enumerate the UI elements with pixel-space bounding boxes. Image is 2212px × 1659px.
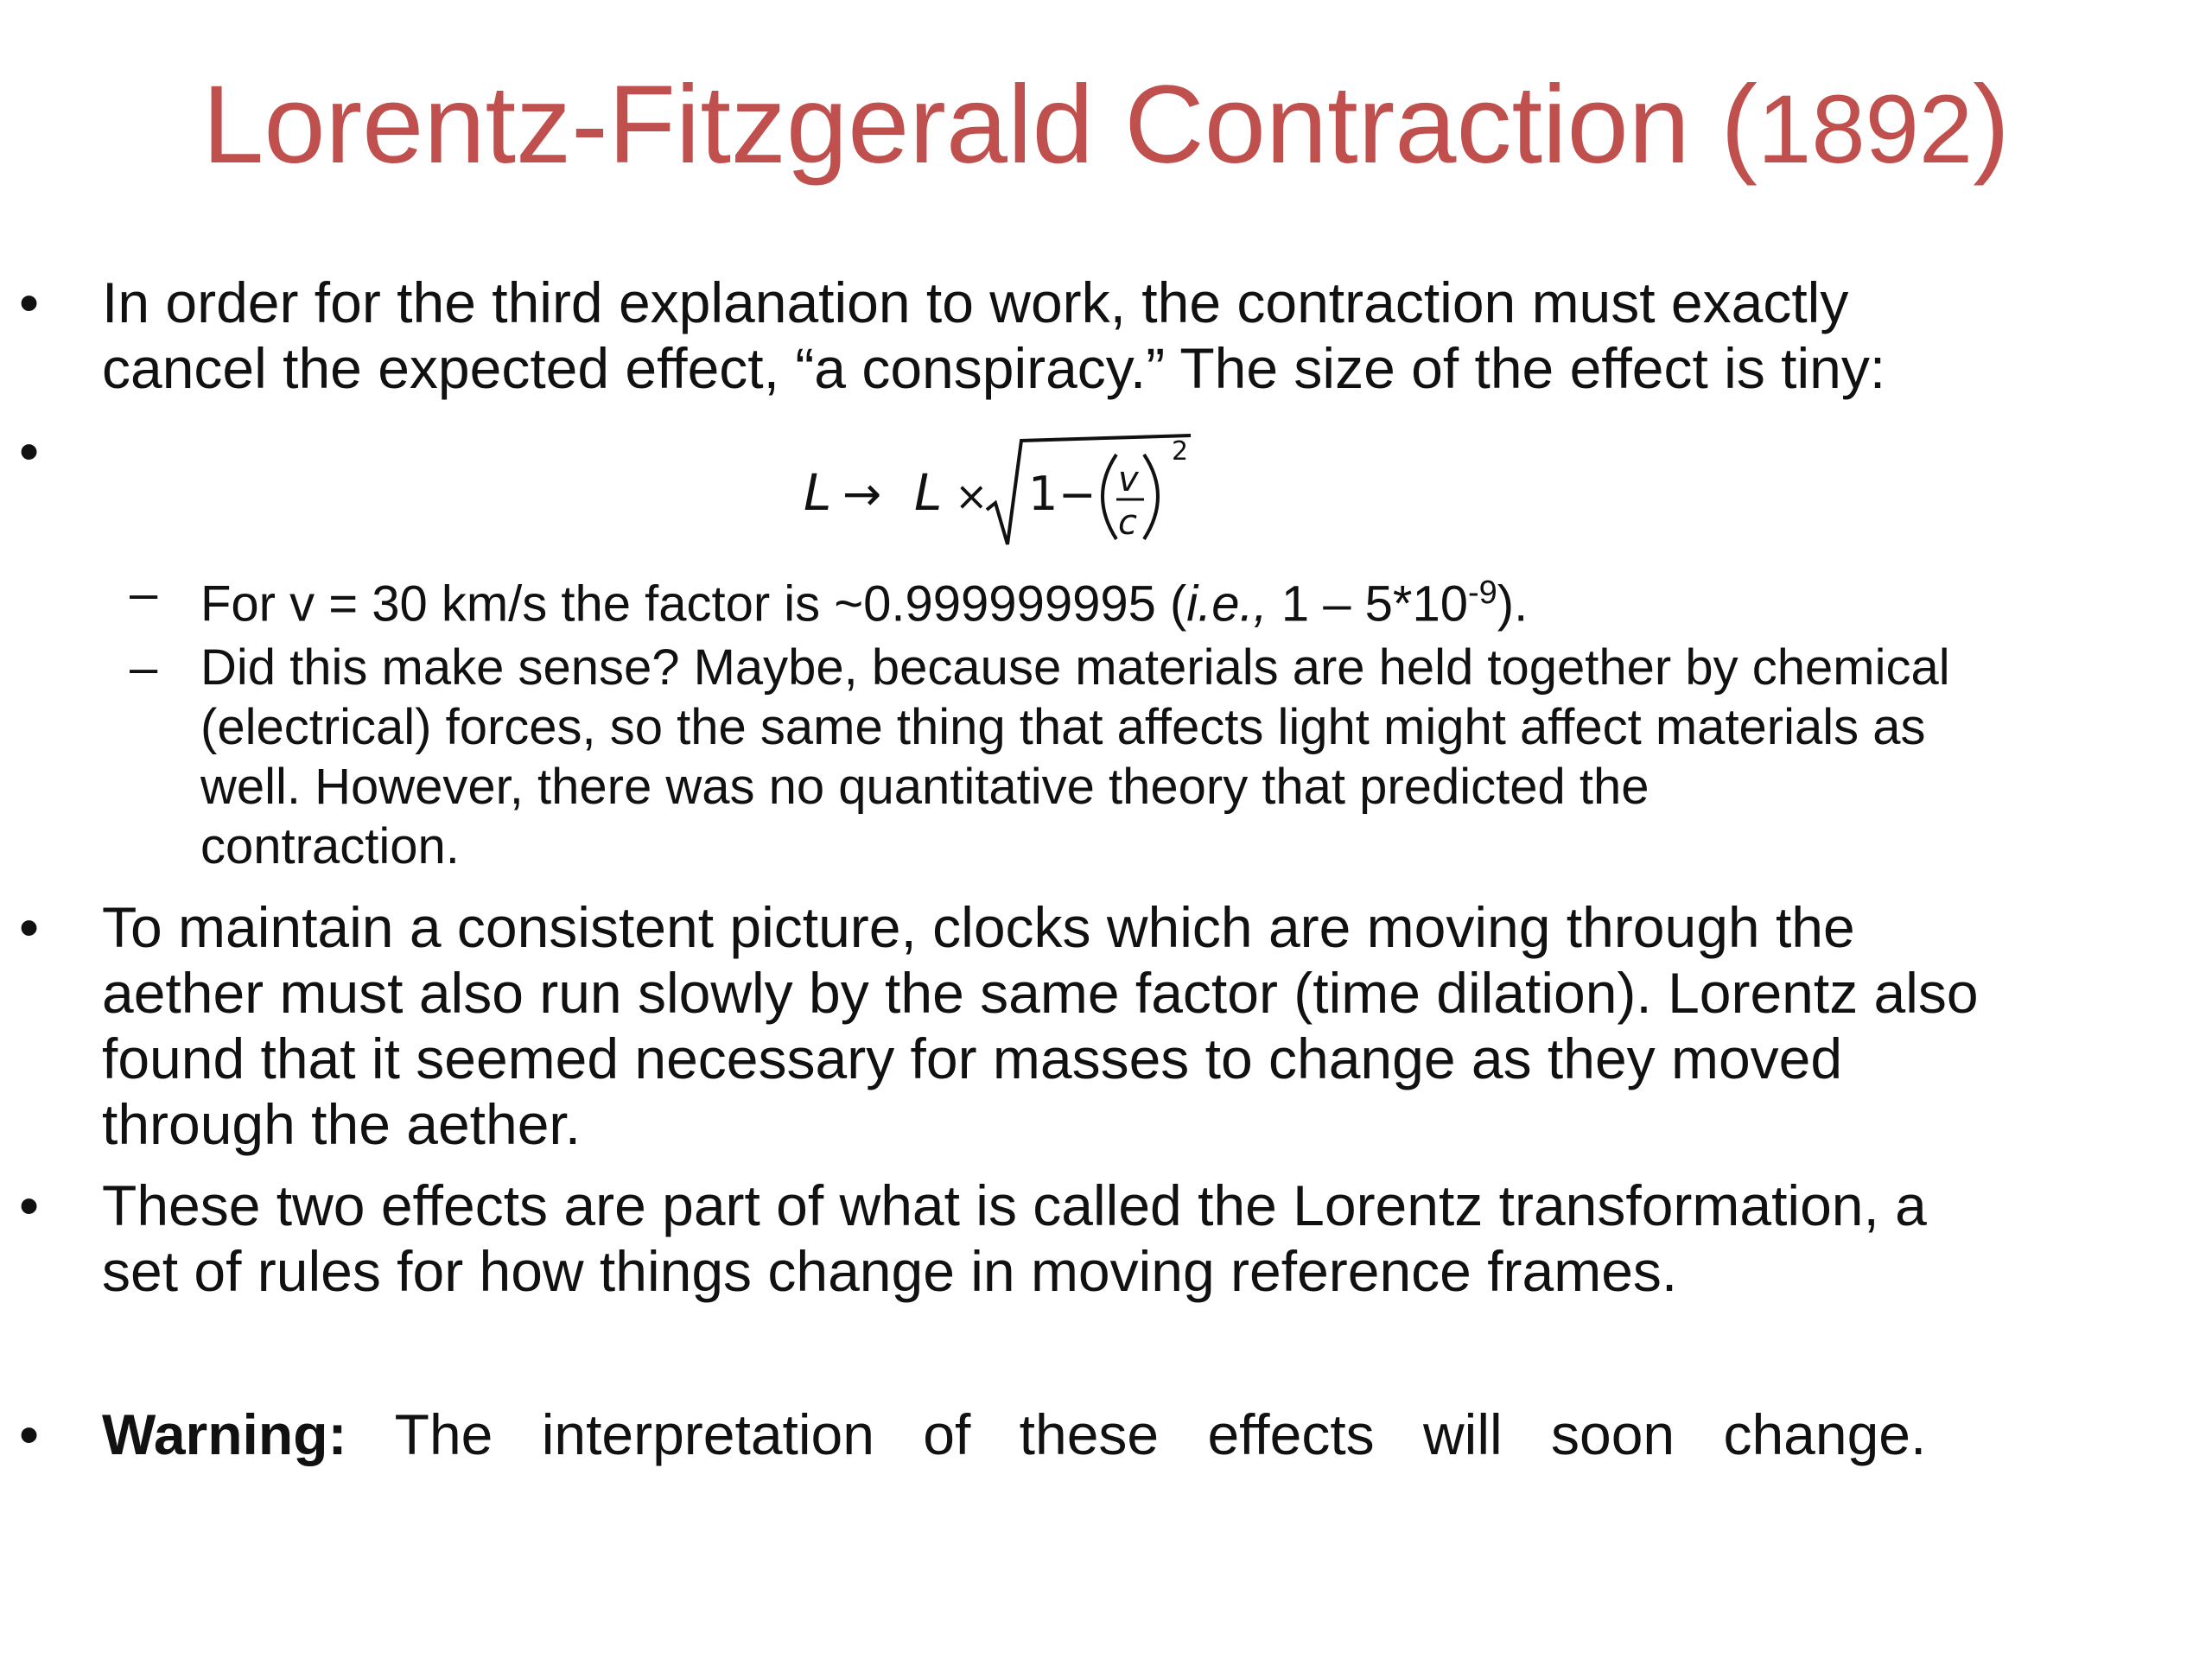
formula-denominator: c [1118, 503, 1137, 543]
bullet-4 [19, 1173, 1927, 1304]
sub-bullet-2-line-4: contraction. [200, 818, 460, 874]
sub-bullet-1-exponent: -9 [1467, 575, 1497, 611]
bullet-dot: • [19, 1402, 40, 1466]
formula-graphic [795, 423, 1201, 553]
formula-rhs: L [914, 463, 943, 522]
bullet-1-line-1: In order for the third explanation to work, the contraction must exactly [102, 270, 1849, 334]
formula-times: × [955, 473, 988, 519]
formula-exponent: 2 [1172, 436, 1189, 467]
bullet-3-line-2: aether must also run slowly by the same factor (time dilation). Lorentz also [102, 961, 1979, 1025]
title-year: 1892 [1758, 75, 1974, 183]
bullet-1 [19, 270, 1886, 401]
dash-marker: – [130, 639, 158, 696]
bullet-dot: • [19, 419, 40, 483]
sub-bullet-1-text-post: ). [1497, 575, 1529, 632]
bullet-4-line-1: These two effects are part of what is called the Lorentz transformation, a [102, 1173, 1927, 1237]
bullet-dot: • [19, 1173, 40, 1237]
title-close-paren: ) [1973, 63, 2010, 187]
sub-bullet-1-text-mid: 1 – 5*10 [1267, 575, 1468, 632]
sub-bullet-1 [130, 563, 1529, 633]
slide-title [0, 60, 2212, 194]
bullet-3-line-4: through the aether. [102, 1092, 582, 1156]
bullet-3-line-1: To maintain a consistent picture, clocks which are moving through the [102, 895, 1855, 959]
bullet-dot: • [19, 895, 40, 959]
open-paren [1103, 454, 1116, 539]
dash-marker: – [130, 565, 158, 621]
sub-bullet-1-text-pre: For v = 30 km/s the factor is ~0.999999995 ( [200, 575, 1187, 632]
formula-numerator: v [1118, 460, 1139, 499]
bullet-5-warning [19, 1402, 1927, 1467]
sub-bullet-2-line-1: Did this make sense? Maybe, because materials are held together by chemical [200, 639, 1950, 696]
close-paren [1144, 454, 1158, 539]
title-text: Lorentz-Fitzgerald Contraction ( [202, 63, 1758, 187]
contraction-formula [795, 423, 1201, 553]
formula-minus: − [1058, 469, 1096, 521]
sub-bullet-1-ie: i.e., [1186, 575, 1268, 632]
bullet-dot: • [19, 270, 40, 334]
formula-lhs: L [804, 463, 832, 522]
sub-bullet-2 [130, 638, 1950, 876]
sub-bullet-2-line-3: well. However, there was no quantitative theory that predicted the [200, 759, 1649, 815]
bullet-3 [19, 894, 1979, 1157]
formula-arrow: → [842, 467, 882, 521]
formula-one: 1 [1028, 467, 1058, 521]
sub-bullet-2-line-2: (electrical) forces, so the same thing that affects light might affect materials as [200, 699, 1926, 755]
bullet-3-line-3: found that it seemed necessary for masses to change as they moved [102, 1027, 1843, 1090]
warning-text: The interpretation of these effects will soon change. [346, 1402, 1927, 1466]
bullet-4-line-2: set of rules for how things change in moving reference frames. [102, 1239, 1678, 1303]
warning-label: Warning: [102, 1402, 347, 1466]
bullet-1-line-2: cancel the expected effect, “a conspiracy.” The size of the effect is tiny: [102, 336, 1886, 400]
